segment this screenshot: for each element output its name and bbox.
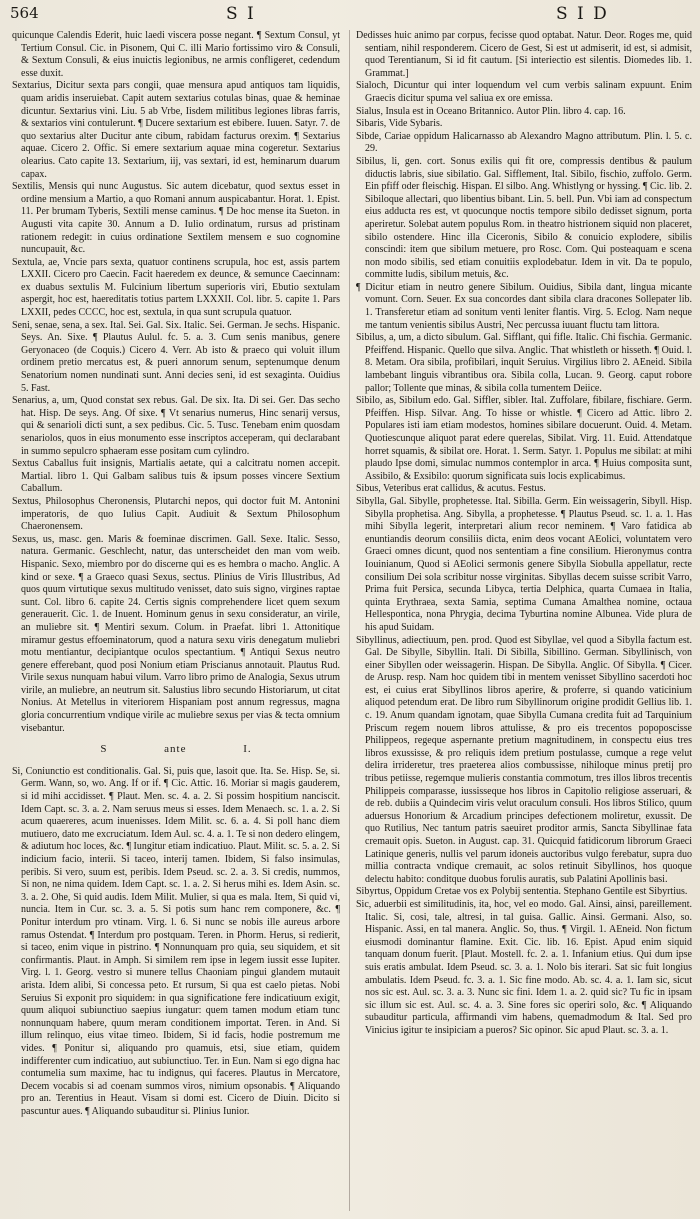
running-head-left: S I: [226, 4, 256, 24]
entry: Sibyllinus, adiectiuum, pen. prod. Quod est Sibyllae, vel quod a Sibylla factum est. Gal. De Sibylle, Sibyllin. Itali. Di Sibilla, Sibillino. German. Sibyllinisch, von einer Sibyllen oder weissagerin. Hispan. De Sibylla. Anglic. Of Sibylla. ¶ Cicer. de Arusp. resp. Nam hoc quidem tibi in mentem venisset Sibyllino sacerdoti hoc est, ei cuius erat Sibyllinos libros aperire, & proferre, si quando vaticinium aliquod petendum erat. De libro rum Sibyllinorum origine prodidit Gellius lib. 1. c. 19. Anum quandam ignotam, quae Sibylla Cumana credita fuit ad Tarquinium Priscum regem nouem libros attulisse, & pro eis trecentos popoposcisse Philippeos, regeque aspernante pretium magnitudinem, in conspectu eius tres libros exussisse, & pro reliquis idem pretium postulasse, cumque a rege velut delira irrideretur, tres praeterea alios combussisse, nihiloque minus pretij pro tribus petiisse, regemque mulieris constantia commotum, tres illos libros trecentis Philippeis comparasse, iussisseque hos libros in Capitolio religiose asseruari, & de reb. dubiis a Quindecim viris velut oraculum consuli. Hos libros Stilico, quum aduersus Honorium & Arcadium principes defectionem moliretur, exussit. De quo Rutilius, Nec tantum patris saeuiret proditor armis, Sancta Sibyllinae fata cremauit opis. Sueton. in August. cap. 31. Quicquid fatidicorum librorum Graeci Latinique generis, nullis vel parum idoneis auctoribus vulgo ferebatur, supra duo millia contracta vndique cremauit, ac solos retinuit Sibyllinos, hos quoque delectu habito: conditque duobus forulis auratis, sub Palatini Apollinis basi.: [356, 634, 692, 885]
entry: Dedisses huic animo par corpus, fecisse quod optabat. Natur. Deor. Roges me, quid sentiam, nihil responderem. Cicero de Gest, Si est ut admiserit, id est, si admisit, quod Terentianum, Si id fit cautum. [Si interiectio est silentis. Diomedes lib. 1. Grammat.]: [356, 30, 692, 79]
left-column: [12, 30, 340, 1213]
entry: Senarius, a, um, Quod constat sex rebus. Gal. De six. Ita. Di sei. Ger. Das secho hat. Hisp. De seys. Ang. Of sixe. ¶ Vt senarius numerus, Hinc senarij versus, qui & senarioli dicti sunt, a sex pedibus. Cic. 5. Tusc. Tenebam enim quosdam senariolos, quos in eius monumento esse inscriptos acceperam, qui declarabant in summo sepulcro sphaeram esse positam cum cylindro.: [12, 395, 340, 457]
entry: Sibyrtus, Oppidum Cretae vos ex Polybij sententia. Stephano Gentile est Sibyrtius.: [356, 886, 688, 898]
entry: Sialoch, Dicuntur qui inter loquendum vel cum verbis salinam expuunt. Enim Graecis dicitur spuma vel saliua ex ore emissa.: [356, 80, 692, 104]
entry: Sexus, us, masc. gen. Maris & foeminae discrimen. Gall. Sexe. Italic. Sesso, natura. Germanic. Geschlecht, natur, das unterscheidet den man vom weib. Hispanic. Sexo, miembro por do discerne qui es es hembra o macho. Anglic. A kind or sexe. ¶ a Graeco quasi Sexus, sectus. Plinius de Viris Illustribus, Ad quos quum virtutique sexus multitudo venisset, dato suis signo, virgines raptae sunt. Col. libro 6. capite 24. Certis signis comprehendere licet quem sexum generauerit. Cic. 1. de Inuent. Hominum genus in sexu consideratur, an virile, an muliebre sit. ¶ Mentiri sexum. Colum. in Praefat. libri 1. Attonitique miramur gestus effoeminatorum, quod a natura sexu viris denegatum muliebri motu mentiantur, decipiantque oculos spectantium. ¶ Antiqui Sexus neutro genere efferebant, quod posi Nonium etiam Priscianus annotauit. Plautus Rud. Virile sexus nunquam habui vilum. Varro libro primo de Analogia, Sexus utrum virile, an muliebre, an neutrum sit. Salustius libro secundo Historiarum, ut citat Nonius. At Metellus in viteriorem Hispaniam post annum regressus, magna gloria concurrentium vndique virile ac muliebre sexus per vias & tecta omnium visebantur.: [12, 533, 340, 734]
entry: Sialus, Insula est in Oceano Britannico. Autor Plin. libro 4. cap. 16.: [356, 105, 626, 117]
entry: Sic, aduerbii est similitudinis, ita, hoc, vel eo modo. Gal. Ainsi, ainsi, pareillement. Italic. Si, cosi, tale, altresi, in tal guisa. Gallic. Ainsi. Germani. Also, so. Hispanic. Assi, en tal manera. Anglic. So, thus. ¶ Virgil. 1. AEneid. Non fictum eiusmodi dominantur flamine. Exit. Cic. lib. 16. Epist. Apud enim siquid tanquam donum fuerit. [Plaut. Mostell. fc. 2. a. 1. Infanium etius. Qui dum ipse suis eratis ambulat. Idem Pseud. sc. 3. a. 1. Nolo bis iterari. Sat sic fuit longius ambulatis. Idem Pseud. fc. 3. a. 1. Sic fine modo. Ab. sc. 4. a. 1. Iam sic, sicut nos sic est. Aul. sc. 3. a. 3. Nunc sic fini. Idem 1. a. 2. quid sic? Tu fic in ipsam sic illum sic est. Aul. sc. 4. a. 3. Sine fores sic operiri solo, &c. ¶ Aliquando subauditur particula, affirmandi vim habens, quemadmodum & Ital. Sed pro Vinicius igitur te insipiciam a pueros? Sic opinor. Sic apud Plaut. sc. 3. a. 1.: [356, 898, 692, 1036]
right-column: [356, 30, 692, 1213]
entry: Sibilus, li, gen. cort. Sonus exilis qui fit ore, compressis dentibus & paulum diductis labris, siue sibilatio. Gal. Sifflement, Ital. Sibilo, fischio, zuffolo. Germ. Ein pfiff oder fleischig. Hispan. El silbo. Ang. Whistlyng or hyssing. ¶ Cic. lib. 2. Sibiloque allectari, quo libentius bibant. Lin. 5. bell. Pun. Vbi iam ad conspectum eius adducta res est, vt quocunque noctis tempore sibilo dedisset signum, porta aperiretur. Solebat autem populus Rom. in theatro histrionem siquid non placeret, sibilo ostendere. Hinc illa Ciceronis, Sibilo & conuicio explodere, sibilis conscindi: item que sibilum metuere, pro Rosc. Com. Qui posteaquam e scena non modo sibilis, sed etiam conuitiis explodebatur. Idem in vit. Da te populo, committe ludis, sibilum metuis, &c.: [356, 155, 692, 281]
entry: Sibilus, a, um, a dicto sibulum. Gal. Sifflant, qui fifle. Italic. Chi fischia. Germanic. Pfeiffend. Hispanic. Quello que silva. Anglic. That whistleth or hisseth. ¶ Ouid. l. 8. Metam. Ora sibila, profibilari, inquit Seruius. Virgilius libro 2. AEneid. Sibila lambebant linguis vibrantibus ora. Sibila colla, Lucan. 9. Georg. caput robore pallor; Tollente que minas, & sibila colla tumentem Deiice.: [356, 332, 692, 394]
running-head-right: S I D: [556, 4, 609, 24]
entry: Sibilo, as, Sibilum edo. Gal. Siffler, sibler. Ital. Zuffolare, fibilare, fischiare. Germ. Pfeiffen. Hisp. Silvar. Ang. To hisse or whistle. ¶ Cicero ad Attic. libro 2. Populares isti iam etiam modestos, homines sibilare docuerunt. Ouid. 4. Metam. Quotiescunque aliquot parat edere querelas, Sibilat. Virg. 11. Euid. Attendatque horret squamis, & sibilat ore. Horat. 1. Serm. Satyr. 1. Populus me sibilat: at mihi plaudo Ipse domi, simulac nummos contemplor in arca. ¶ Huius composita sunt, Assibilo, & Exsibilo: quorum significata suis locis explicabimus.: [356, 395, 692, 482]
entry: quicunque Calendis Ederit, huic laedi viscera posse negant. ¶ Sextum Consul, yt Tertium Consul. Cic. in Pisonem, Qui C. illi Mario fortissimo viro & Consuli, & Sextum Consuli, & eius inuictis legionibus, ne armis confligeret, cedendum esse duxit.: [12, 30, 340, 79]
entry: Sextilis, Mensis qui nunc Augustus. Sic autem dicebatur, quod sextus esset in ordine mensium a Martio, a quo Romani annum auspicabantur. Horat. 1. Epist. 11. Per brumam Tyberis, Sextili mense caminus. ¶ De hoc mense ita Sueton. in Augusti vita capite 30. Annum a D. Iulio ordinatum, rursus ad pristinam rationem redegit: in cuius ordinatione Sextilem mensem e suo cognomine nuncupauit, &c.: [12, 181, 340, 256]
entry: Sibaris, Vide Sybaris.: [356, 118, 443, 130]
section-heading-letter: I.: [243, 743, 252, 756]
entry: ¶ Dicitur etiam in neutro genere Sibilum. Ouidius, Sibila dant, lingua micante vomunt. Corn. Seuer. Ex sua concordes dant sibila clara dracones Sollepater lib. 1. Transferetur etiam ad sonitum venti leniter flantis. Virg. 5. Eclog. Nam neque me tantum venientis sibilus Austri, Nec percussa iuuant fluctu tam littora.: [356, 281, 692, 331]
entry: Sextus Caballus fuit insignis, Martialis aetate, qui a calcitratu nomen accepit. Martial. libro 1. Qui Galbam salibus tuis & ipsum posses vincere Sextium Caballum.: [12, 458, 340, 495]
page-number: 564: [10, 4, 39, 22]
entry: Sibylla, Gal. Sibylle, prophetesse. Ital. Sibilla. Germ. Ein weissagerin, Sibyll. Hisp. Sibylla prophetisa. Ang. Sibylla, a prophetesse. ¶ Plautus Pseud. sc. 1. a. 1. Has mihi Sibylla legerit, interpretari alium recor neminem. ¶ Varo fatidica ab enuntiandis deorum consiliis dicta, enim deos vocant AEolici, voluntatem vero Graeci omnes dicunt, quod nos sententiam a fine consilium. Hieronymus contra Iouinianum, Quod si AEolici sermonis genere Sibylla Siobulla appellatur, recte consilium Dei sola scribitur nosse virginitas. Sibyllas decem suisse scribit Varro, Prima fuit Persica, secunda Libyca, tertia Delphica, quarta Cumaea in Italia, quinta Erythraea, sexta Samia, septima Cumana Amalthea nomine, octaua Hellespontica, nona Phrygia, decima Tyburtina nomine Albunea. Vide plura de his apud Suidam.: [356, 495, 692, 633]
entry: Sibde, Cariae oppidum Halicarnasso ab Alexandro Magno attributum. Plin. l. 5. c. 29.: [356, 130, 692, 155]
section-heading: [12, 743, 340, 756]
entry: Seni, senae, sena, a sex. Ital. Sei. Gal. Six. Italic. Sei. German. Je sechs. Hispanic. Seys. An. Sixe. ¶ Plautus Aulul. fc. 5. a. 3. Cum senis manibus, genere Geryonaceo (de Coquis.) Cicero 4. Verr. Ab isto & praeco qui voluit illum ordinem pretio mercatus est, & pueri annorum senum, septenumque denum Senatorium nomen nundinati sunt. Anni decies seni, id est sexaginta. Ouidius 5. Fast.: [12, 319, 340, 394]
entry: Sextus, Philosophus Cheronensis, Plutarchi nepos, qui doctor fuit M. Antonini imperatoris, de quo Iulius Capit. Audiuit & Sextum Philosophum Chaeronensem.: [12, 495, 340, 533]
section-heading-letter: S: [100, 743, 108, 756]
entry: Sextarius, Dicitur sexta pars congii, quae mensura apud antiquos tam liquidis, quam aridis inseruiebat. Capit autem sextarius cotulas binas, quae & heminae dicuntur. Sextarius vini. Liu. 5 ab Vrbe, Iisdem militibus legiones libras farris, & sextarios vini contulerunt. ¶ Ducere sextarium est ebibere. Iuuen. Satyr. 7. de quo sextarius alter Ducitur ante cibum, rabidam facturus orexim. ¶ Sextarius aquae. Cicero 2. Offic. Si emere sextarium aquae mina cogeretur. Sextarius olearius. Cato capite 13. Sextarium, iij, vas sextari, id est, heminarum duarum capax.: [12, 80, 340, 180]
entry: Si, Coniunctio est conditionalis. Gal. Si, puis que, lasoit que. Ita. Se. Hisp. Se, si. Germ. Wann, so, wo. Ang. If or if. ¶ Cic. Attic. 16. Moriar si magis gauderem, si id mihi accidisset. ¶ Plaut. Men. sc. 4. a. 2. Si possim hospitium nanciscit. Idem Capt. sc. 3. a. 2. Nam seruus meus si esses. Idem Menaech. sc. 1. a. 2. Si acum quaereres, acum inuenisses. Idem Milit. sc. 6. a. 4. Si poll hanc diem mutiuero, dato me excruciatum. Idem Aul. sc. 4. a. 1. Te si non dedero elingem, & adiutum hoc loces, &c. ¶ Iungitur etiam indicatiuo. Plaut. Milit. sc. 5. a. 2. Si indicium facio, interii. Si taceo, interij tamen. Ibidem, Si falso insimulas, peribis. Si vero, suum est, peribis. Idem Pseud. sc. 2. a. 3. Si credis, nummos, Si non, ne nima quidem. Idem Capt. sc. 1. a. 2. Si herus mihi es. Idem Asin. sc. 3. a. 2. Ohe, Si quid audis. Idem Milit. Mulier, si qua es mala. Item, Si quid vi, nuncia. Item in Cur. sc. 3. a. 5. Si potis sum hanc rem componere, &c. ¶ Ponitur interdum pro vtinam. Virg. l. 6. Si nunc se nobis ille aureus arbore ramus Ostendat. ¶ Interdum pro postquam. Teren. in Phorm. Herus, si redierit, si taceo, enim vique in pistrino. ¶ Nonnunquam pro quia, seu siquidem, et sit confirmantis. Plaut. in Amph. Si similem rem ipse in legem iussit esse Iupiter. Virg. l. 1. Georg. vestro si munere tellus Chaoniam pingui glandem mutauit arista. Idem alibi, Si concessa peto. Et rursum, Si qua est caelo pietas. Nobi Seruius Si exponit pro siquidem: in qua significatione fere indicatiuum exigit, quum aliquoi subiunctiuo saepius iungatur: quem tamen modum etiam tunc nonnunquam habere, quum meram conditionem importat. Teren. in And. Si illum relinquo, eius vitae timeo. Ibidem, Si id facis, hodie postremum me vides. ¶ Ponitur si, aliquando pro quamuis, etsi, siue etiam, quidem indifferenter cum indicatiuo, aut subiunctiuo. Ter. in Eun. Nam si ego digna hac contumelia sum maxime, hac tu indignus, qui faceres. Plautus in Mercatore, Decem vocabis si ad coenam summos viros, nimium opsonabis. ¶ Aliquando pro an. Terentius in Heaut. Visam si domi est. Cicero de Diuin. Dicito si pascuntur aues. ¶ Aliquando subauditur si. Plinius Iunior.: [12, 765, 340, 1117]
entry: Sextula, ae, Vncie pars sexta, quatuor continens scrupula, hoc est, assis partem LXXII. Cicero pro Caecin. Facit haeredem ex deunce, & semunce Caecinnam: ex duabus sextulis M. Fulcinium libertum superioris viri, Ebutio sextulam aspergit, hoc est, haereditatis totius partem LXXXII. Col. libr. 5. capite 1. Pars LXXII, pedes CCCC, hoc est, sextula, in qua sunt scrupula quatuor.: [12, 256, 340, 319]
page-header: [0, 4, 700, 26]
section-heading-word: ante: [164, 743, 187, 756]
entry: Sibus, Veteribus erat callidus, & acutus. Festus.: [356, 483, 546, 495]
column-divider: [349, 30, 350, 1211]
